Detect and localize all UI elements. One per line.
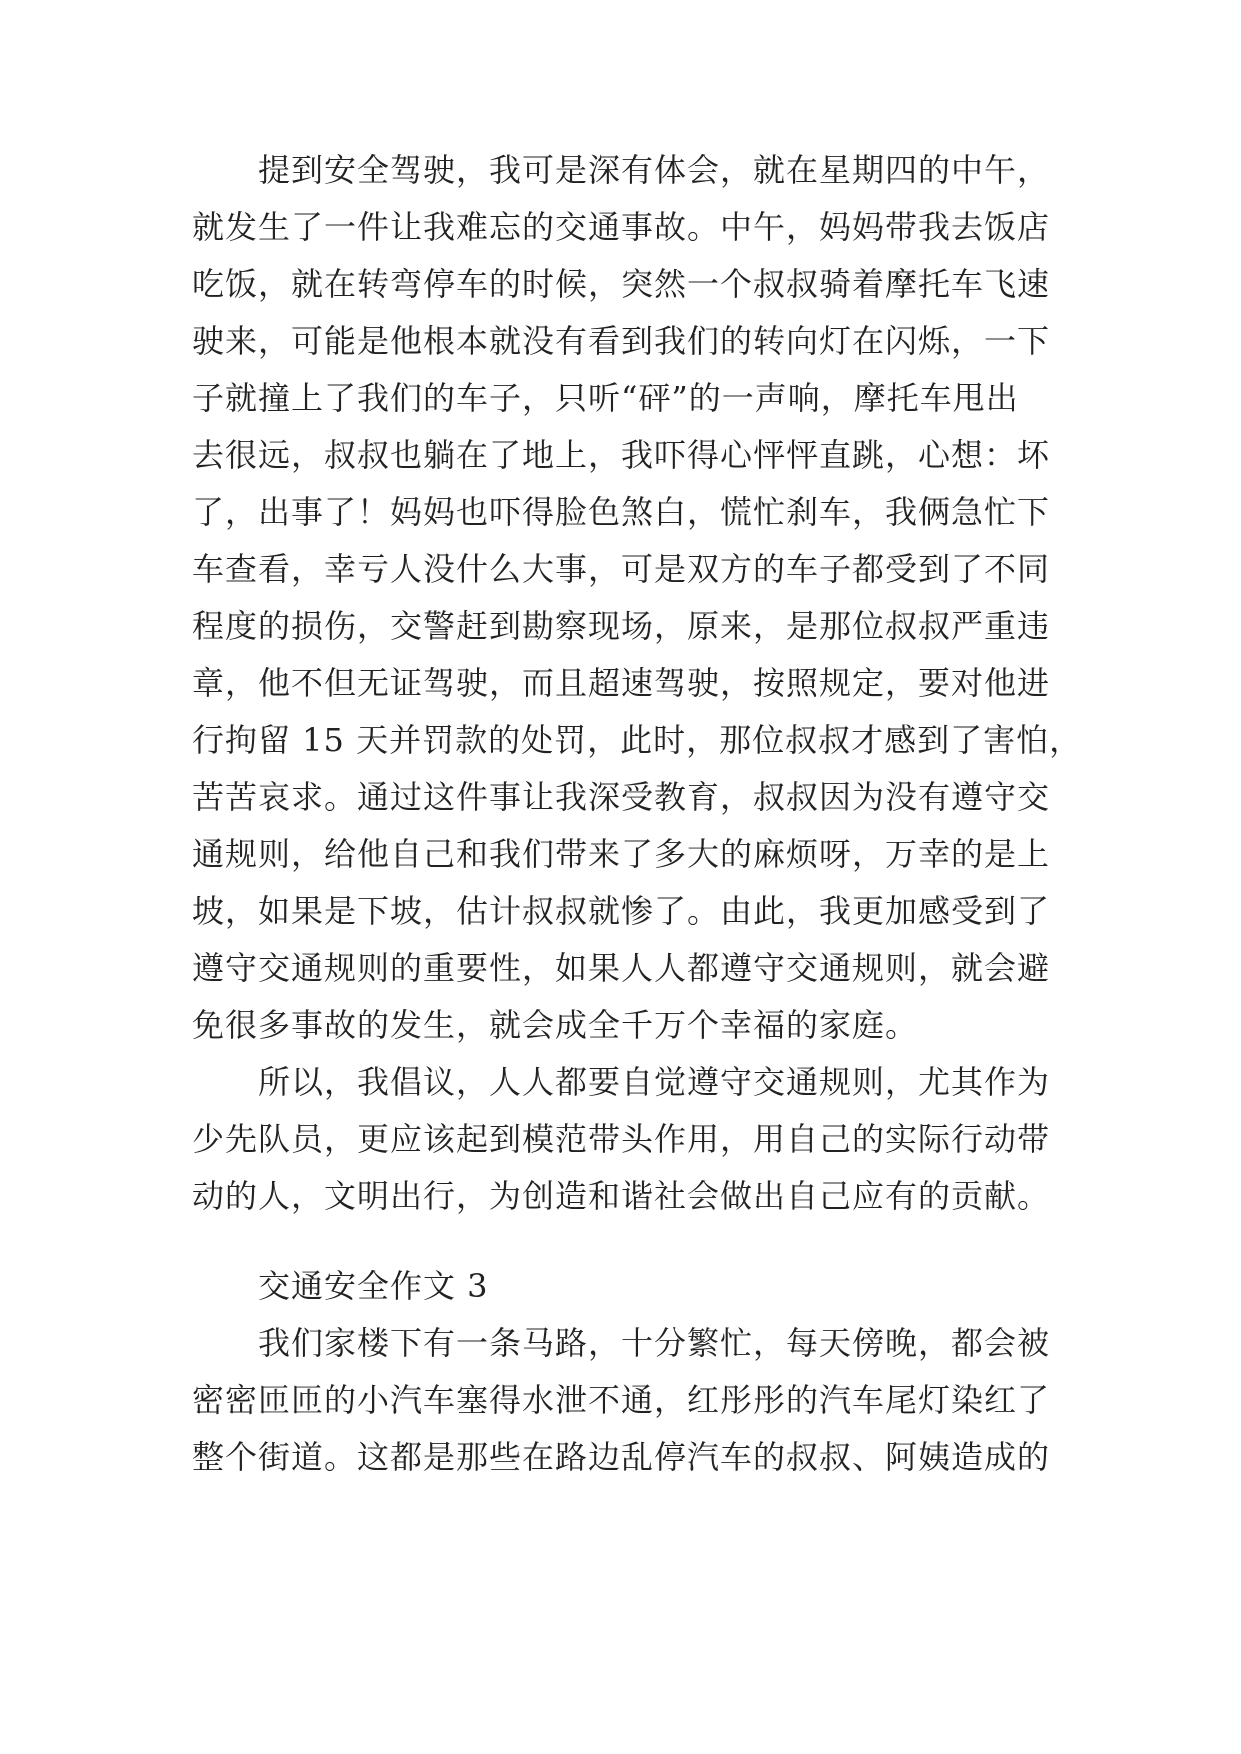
text-line: 免很多事故的发生，就会成全千万个幸福的家庭。: [192, 1006, 919, 1044]
text-line: 通规则，给他自己和我们带来了多大的麻烦呀，万幸的是上: [192, 835, 1051, 873]
text-line: 苦苦哀求。通过这件事让我深受教育，叔叔因为没有遵守交: [192, 778, 1051, 816]
text-line: 我们家楼下有一条马路，十分繁忙，每天傍晚，都会被: [192, 1324, 1051, 1362]
text-line: 程度的损伤，交警赶到勘察现场，原来，是那位叔叔严重违: [192, 607, 1051, 645]
text-line: 行拘留 15 天并罚款的处罚，此时，那位叔叔才感到了害怕，: [192, 721, 1083, 759]
text-line: 吃饭，就在转弯停车的时候，突然一个叔叔骑着摩托车飞速: [192, 265, 1051, 303]
text-line: 所以，我倡议，人人都要自觉遵守交通规则，尤其作为: [192, 1063, 1051, 1101]
text-line: 章，他不但无证驾驶，而且超速驾驶，按照规定，要对他进: [192, 664, 1051, 702]
text-line: 动的人，文明出行，为创造和谐社会做出自己应有的贡献。: [192, 1177, 1051, 1215]
text-line: 子就撞上了我们的车子，只听“砰”的一声响，摩托车甩出: [192, 379, 1019, 417]
text-line: 遵守交通规则的重要性，如果人人都遵守交通规则，就会避: [192, 949, 1051, 987]
text-line: 少先队员，更应该起到模范带头作用，用自己的实际行动带: [192, 1120, 1051, 1158]
text-line: 车查看，幸亏人没什么大事，可是双方的车子都受到了不同: [192, 550, 1051, 588]
text-line: 去很远，叔叔也躺在了地上，我吓得心怦怦直跳，心想：坏: [192, 436, 1051, 474]
text-line: 整个街道。这都是那些在路边乱停汽车的叔叔、阿姨造成的: [192, 1438, 1051, 1476]
text-line: 了，出事了！妈妈也吓得脸色煞白，慌忙刹车，我俩急忙下: [192, 493, 1051, 531]
text-line: 坡，如果是下坡，估计叔叔就惨了。由此，我更加感受到了: [192, 892, 1051, 930]
text-line: 驶来，可能是他根本就没有看到我们的转向灯在闪烁，一下: [192, 322, 1051, 360]
text-line: 密密匝匝的小汽车塞得水泄不通，红彤彤的汽车尾灯染红了: [192, 1381, 1051, 1419]
section-heading: 交通安全作文 3: [192, 1267, 489, 1305]
text-line: 就发生了一件让我难忘的交通事故。中午，妈妈带我去饭店: [192, 208, 1051, 246]
text-line: 提到安全驾驶，我可是深有体会，就在星期四的中午，: [192, 151, 1051, 189]
